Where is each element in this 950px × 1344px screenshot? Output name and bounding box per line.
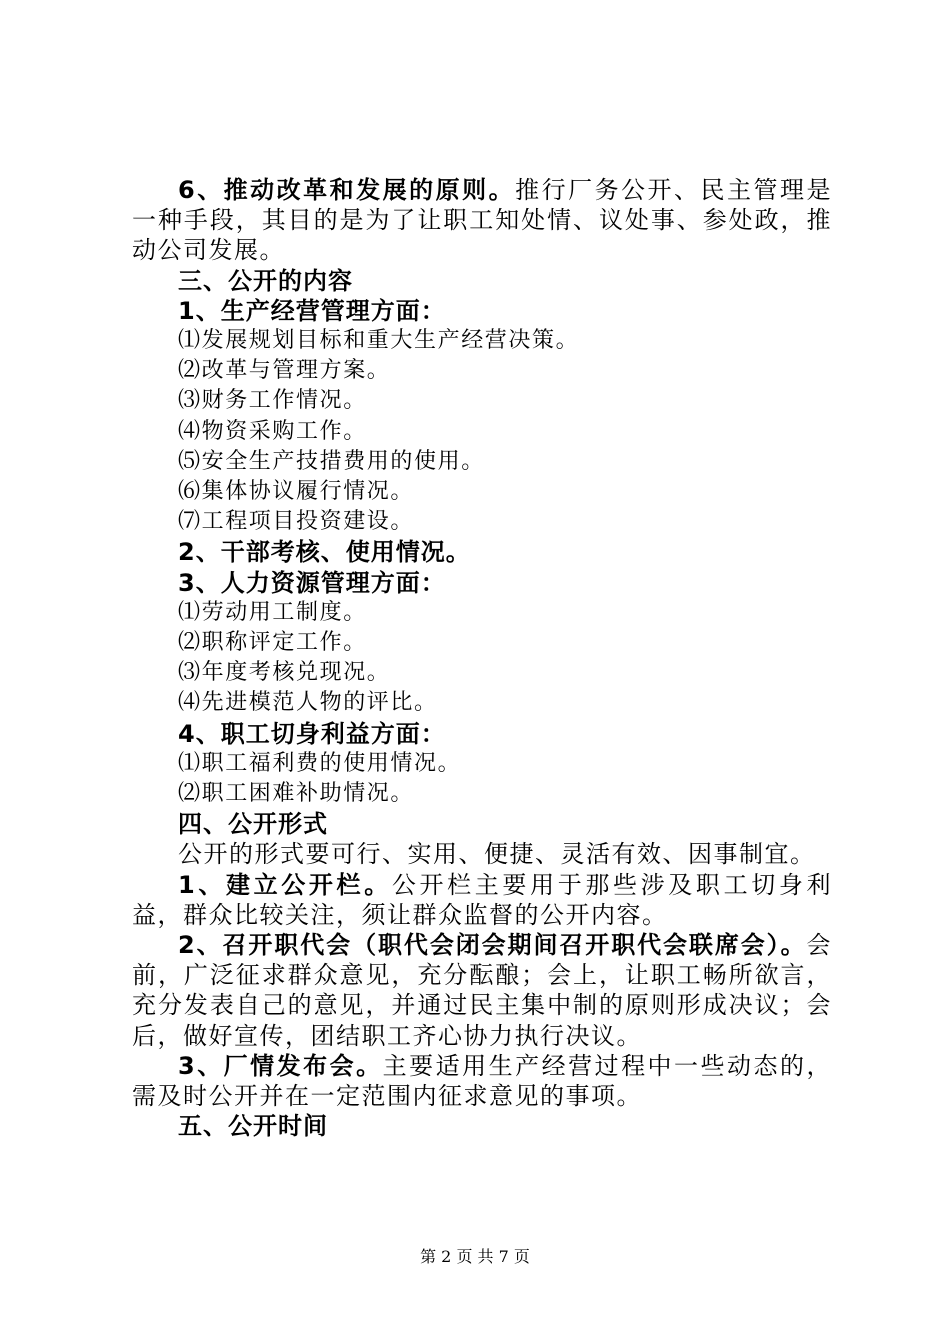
paragraph-text: 主要适用生产经营过程中一些动态的，需及时公开并在一定范围内征求意见的事项。 [132, 1051, 833, 1111]
section-heading-content: 三、公开的内容 [178, 266, 353, 295]
list-item: ⑶财务工作情况。 [178, 388, 367, 414]
list-item: ⑴劳动用工制度。 [178, 599, 367, 625]
list-item: ⑵职称评定工作。 [178, 630, 367, 656]
paragraph-lead: 3、厂情发布会。 [178, 1051, 383, 1080]
list-item: ⑴职工福利费的使用情况。 [178, 750, 462, 776]
paragraph-form-2 [132, 930, 832, 1051]
document-body [132, 175, 832, 1142]
section-heading-time: 五、公开时间 [178, 1112, 328, 1141]
paragraph-text: 公开栏主要用于那些涉及职工切身利益，群众比较关注，须让群众监督的公开内容。 [132, 870, 833, 929]
list-item: ⑷先进模范人物的评比。 [178, 690, 438, 716]
list-item: ⑹集体协议履行情况。 [178, 479, 415, 505]
paragraph-lead: 1、建立公开栏。 [178, 870, 392, 899]
paragraph-lead: 2、召开职代会（职代会闭会期间召开职代会联席会）。 [178, 931, 807, 960]
subheading-hr: 3、人力资源管理方面： [178, 568, 446, 597]
subheading-welfare: 4、职工切身利益方面： [178, 719, 446, 748]
list-item: ⑵改革与管理方案。 [178, 358, 391, 384]
paragraph-text: 推行厂务公开、民主管理是一种手段，其目的是为了让职工知处情、议处事、参处政，推动公司发展。 [132, 176, 832, 265]
paragraph-form-3 [132, 1051, 832, 1111]
paragraph-text: 会前，广泛征求群众意见，充分酝酿；会上，让职工畅所欲言，充分发表自己的意见，并通过民主集中制的原则形成决议；会后，做好宣传，团结职工齐心协力执行决议。 [132, 931, 832, 1050]
paragraph-form-intro: 公开的形式要可行、实用、便捷、灵活有效、因事制宜。 [178, 840, 816, 869]
paragraph-form-1 [132, 870, 832, 930]
list-item: ⑵职工困难补助情况。 [178, 781, 415, 807]
list-item: ⑴发展规划目标和重大生产经营决策。 [178, 328, 580, 354]
list-item: ⑷物资采购工作。 [178, 418, 367, 444]
section-heading-form: 四、公开形式 [178, 810, 328, 839]
list-item: ⑸安全生产技措费用的使用。 [178, 448, 485, 474]
list-item: ⑺工程项目投资建设。 [178, 509, 415, 535]
list-item: ⑶年度考核兑现况。 [178, 660, 391, 686]
paragraph-lead: 6、推动改革和发展的原则。 [178, 176, 516, 204]
subheading-cadre: 2、干部考核、使用情况。 [178, 538, 471, 567]
paragraph-principle-6 [132, 175, 832, 266]
page-number-footer: 第 2 页 共 7 页 [420, 1247, 530, 1266]
subheading-production: 1、生产经营管理方面： [178, 296, 446, 325]
